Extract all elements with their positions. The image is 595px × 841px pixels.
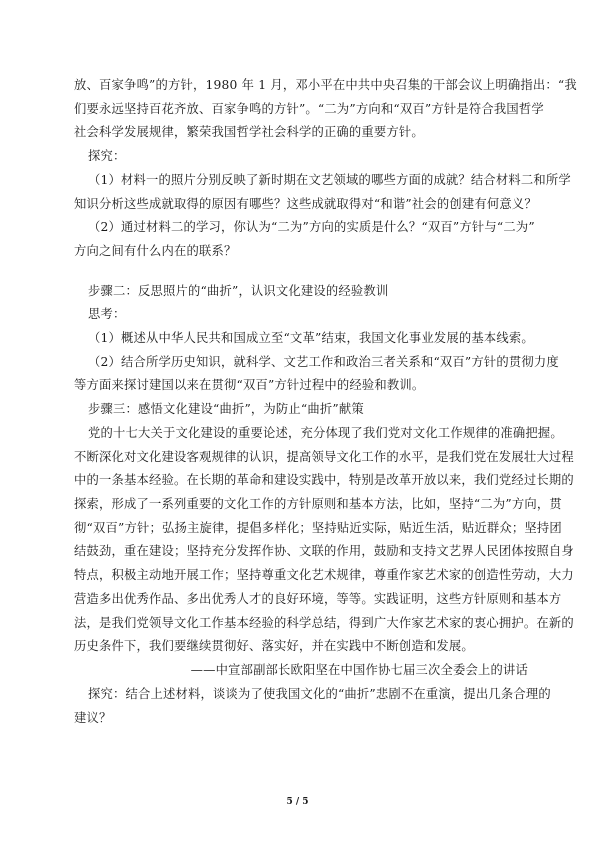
think-label: 思考： [88, 307, 126, 321]
quote-line: 历史条件下，我们要继续贯彻好、落实好，并在实践中不断创造和发展。 [74, 639, 474, 653]
paragraph-line: 社会科学发展规律，繁荣我国哲学社会科学的正确的重要方针。 [74, 125, 424, 139]
question-line: 知识分析这些成就取得的原因有哪些？这些成就取得对“和谐”社会的创建有何意义？ [74, 197, 537, 211]
explore-label: 探究： [88, 149, 126, 163]
quote-line: 不断深化对文化建设客观规律的认识，提高领导文化工作的水平，是我们党在发展壮大过程 [74, 450, 574, 464]
question-line: （2）通过材料二的学习，你认为“二为”方向的实质是什么？“双百”方针与“二为” [88, 220, 535, 234]
quote-line: 党的十七大关于文化建设的重要论述，充分体现了我们党对文化工作规律的准确把握。 [88, 426, 563, 440]
paragraph-line: 放、百家争鸣”的方针，1980 年 1 月，邓小平在中共中央召集的干部会议上明确指出：“我 [74, 78, 577, 92]
think-item: （2）结合所学历史知识，就科学、文艺工作和政治三者关系和“双百”方针的贯彻力度 [88, 355, 559, 369]
quote-line: 探索，形成了一系列重要的文化工作的方针原则和基本方法，比如，坚持“二为”方向，贯 [74, 497, 562, 511]
explore-question: 建议？ [74, 711, 112, 725]
step-title: 步骤三：感悟文化建设“曲折”，为防止“曲折”献策 [88, 402, 364, 416]
quote-line: 结鼓劲，重在建设；坚持充分发挥作协、文联的作用，鼓励和支持文艺界人民团体按照自身 [74, 544, 574, 558]
think-item: （1）概述从中华人民共和国成立至“文革”结束，我国文化事业发展的基本线索。 [88, 331, 534, 345]
think-item: 等方面来探讨建国以来在贯彻“双百”方针过程中的经验和教训。 [74, 378, 425, 392]
explore-question: 探究：结合上述材料，谈谈为了使我国文化的“曲折”悲剧不在重演，提出几条合理的 [88, 687, 551, 701]
quote-attribution: ——中宣部副部长欧阳坚在中国作协七届三次全委会上的讲话 [190, 663, 528, 677]
paragraph-line: 们要永远坚持百花齐放、百家争鸣的方针”。“二为”方向和“双百”方针是符合我国哲学 [74, 102, 544, 116]
step-title: 步骤二：反思照片的“曲折”，认识文化建设的经验教训 [88, 284, 389, 298]
quote-line: 法，是我们党领导文化工作基本经验的科学总结，得到广大作家艺术家的衷心拥护。在新的 [74, 616, 574, 630]
quote-line: 营造多出优秀作品、多出优秀人才的良好环境，等等。实践证明，这些方针原则和基本方 [74, 592, 562, 606]
quote-line: 彻“双百”方针；弘扬主旋律，提倡多样化；坚持贴近实际，贴近生活，贴近群众；坚持团 [74, 521, 562, 535]
page-number: 5 / 5 [286, 797, 309, 807]
question-line: 方向之间有什么内在的联系？ [74, 244, 237, 258]
quote-line: 中的一条基本经验。在长期的革命和建设实践中，特别是改革开放以来，我们党经过长期的 [74, 473, 574, 487]
quote-line: 特点，积极主动地开展工作；坚持尊重文化艺术规律，尊重作家艺术家的创造性劳动，大力 [74, 568, 574, 582]
question-line: （1）材料一的照片分别反映了新时期在文艺领域的哪些方面的成就？结合材料二和所学 [88, 173, 571, 187]
